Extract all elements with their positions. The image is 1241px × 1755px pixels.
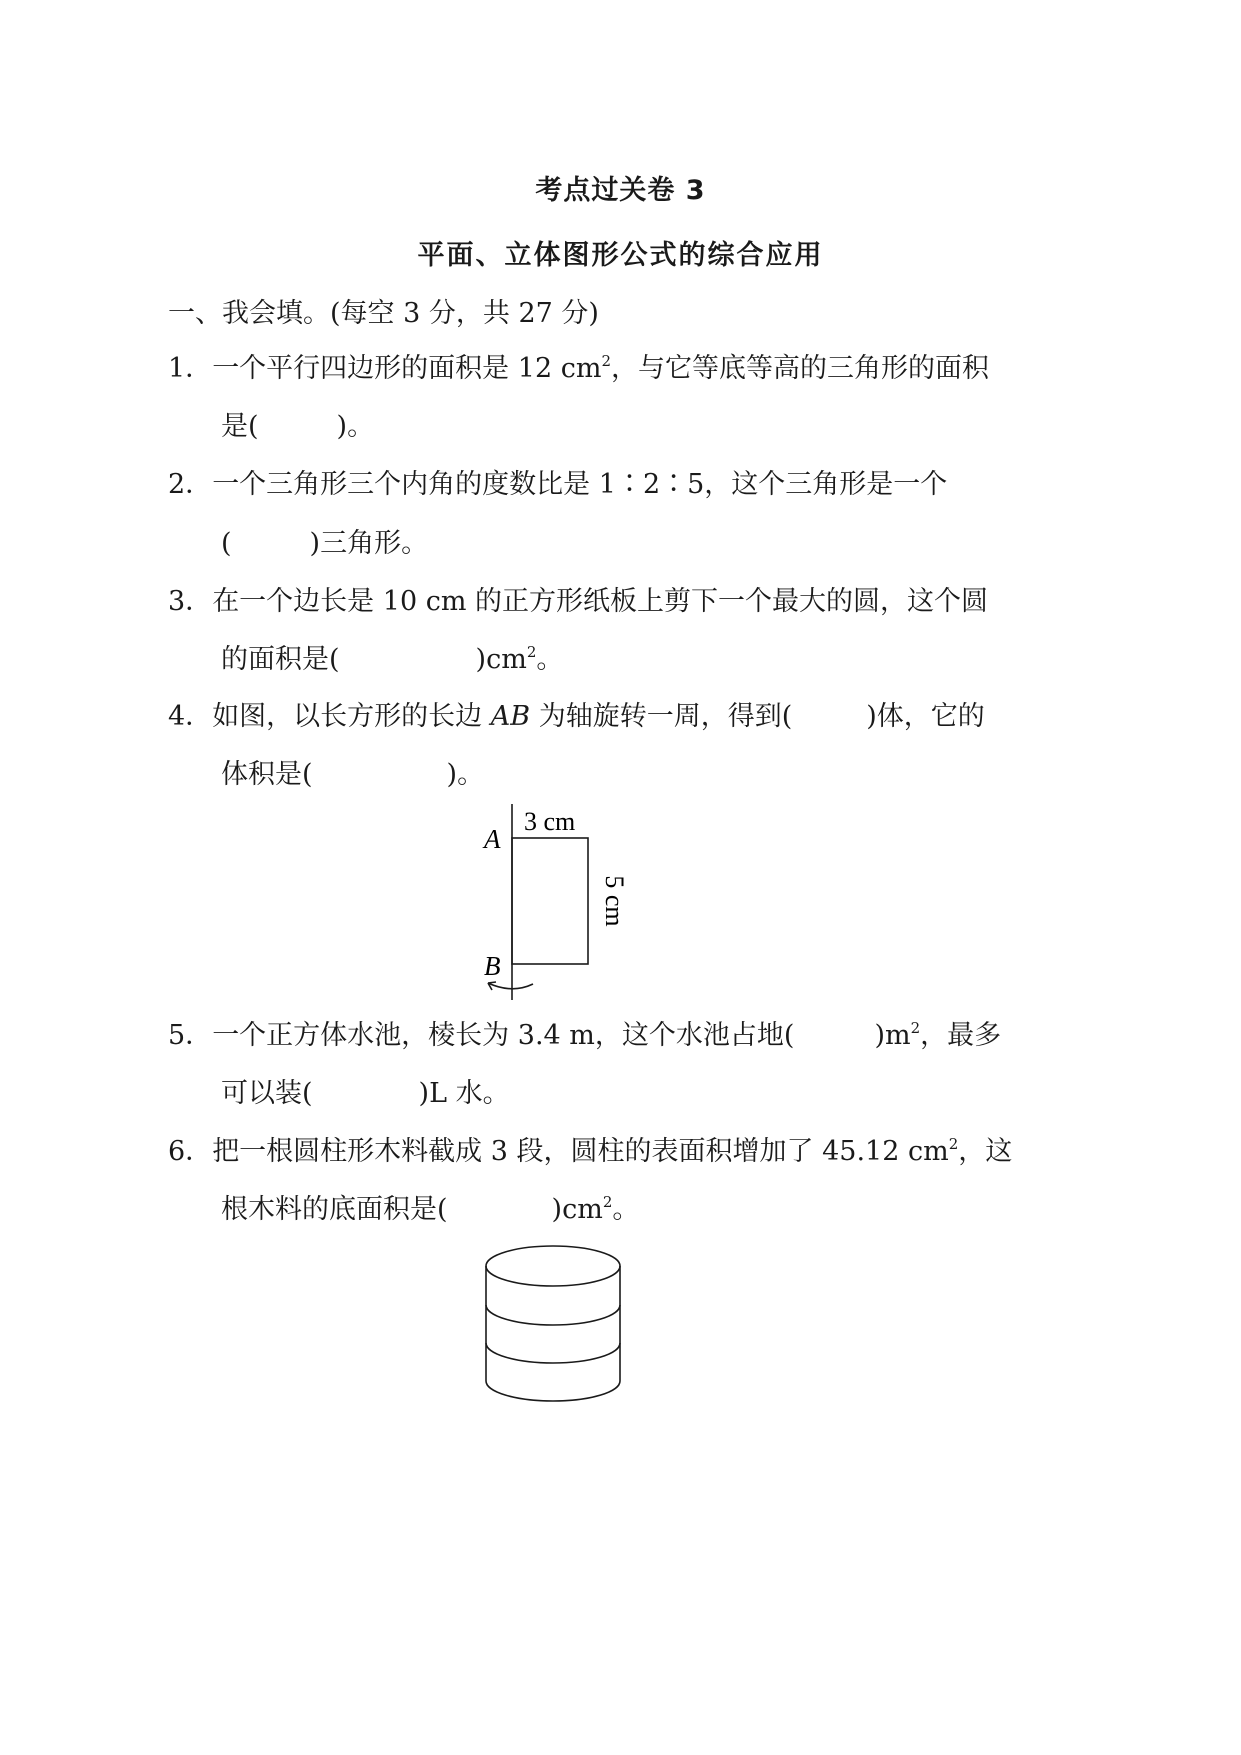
question-2-number: 2． [168, 469, 213, 500]
rectangle-rotation-figure [470, 800, 670, 1000]
question-3-line-2: 的面积是( )$cm^2$。 [221, 643, 564, 675]
question-1-line-1: 1．一个平行四边形的面积是 12 $cm^2$，与它等底等高的三角形的面积 [168, 352, 989, 384]
page-title: 考点过关卷 3 [535, 175, 706, 206]
label-a: A [484, 824, 501, 854]
cylinder-top-ellipse [486, 1246, 620, 1286]
page-subtitle: 平面、立体图形公式的综合应用 [417, 240, 824, 271]
question-3-number: 3． [168, 586, 213, 617]
question-6-number: 6． [168, 1136, 213, 1167]
question-6-line-1: 6．把一根圆柱形木料截成 3 段，圆柱的表面积增加了 45.12 $cm^2$，这 [168, 1135, 1013, 1167]
question-5-line-2: 可以装( )L 水。 [221, 1078, 510, 1109]
question-4-line-2: 体积是( )。 [221, 759, 485, 790]
width-label: 3 cm [524, 807, 576, 836]
label-b: B [484, 951, 501, 981]
question-3-line-1: 3．在一个边长是 10 cm 的正方形纸板上剪下一个最大的圆，这个圆 [168, 586, 989, 617]
height-label: 5 cm [600, 875, 629, 927]
section-heading: 一、我会填。(每空 3 分，共 27 分) [168, 298, 599, 329]
cut-line-2 [486, 1343, 620, 1363]
cylinder-figure [485, 1245, 635, 1405]
question-5-number: 5． [168, 1020, 213, 1051]
question-2-line-1: 2．一个三角形三个内角的度数比是 1∶2∶5，这个三角形是一个 [168, 469, 948, 500]
question-6-line-2: 根木料的底面积是( )$cm^2$。 [221, 1193, 640, 1225]
cut-line-1 [486, 1305, 620, 1325]
question-4-number: 4． [168, 701, 213, 732]
cylinder-bottom-edge [486, 1381, 620, 1401]
question-1-number: 1． [168, 353, 213, 384]
rotation-arrow [488, 983, 533, 989]
question-2-line-2: ( )三角形。 [221, 528, 429, 559]
question-5-line-1: 5．一个正方体水池，棱长为 3.4 m，这个水池占地( )$m^2$，最多 [168, 1019, 1002, 1051]
rectangle-shape [512, 838, 588, 964]
question-4-line-1: 4．如图，以长方形的长边 AB 为轴旋转一周，得到( )体，它的 [168, 701, 985, 732]
question-1-line-2: 是( )。 [221, 411, 375, 442]
